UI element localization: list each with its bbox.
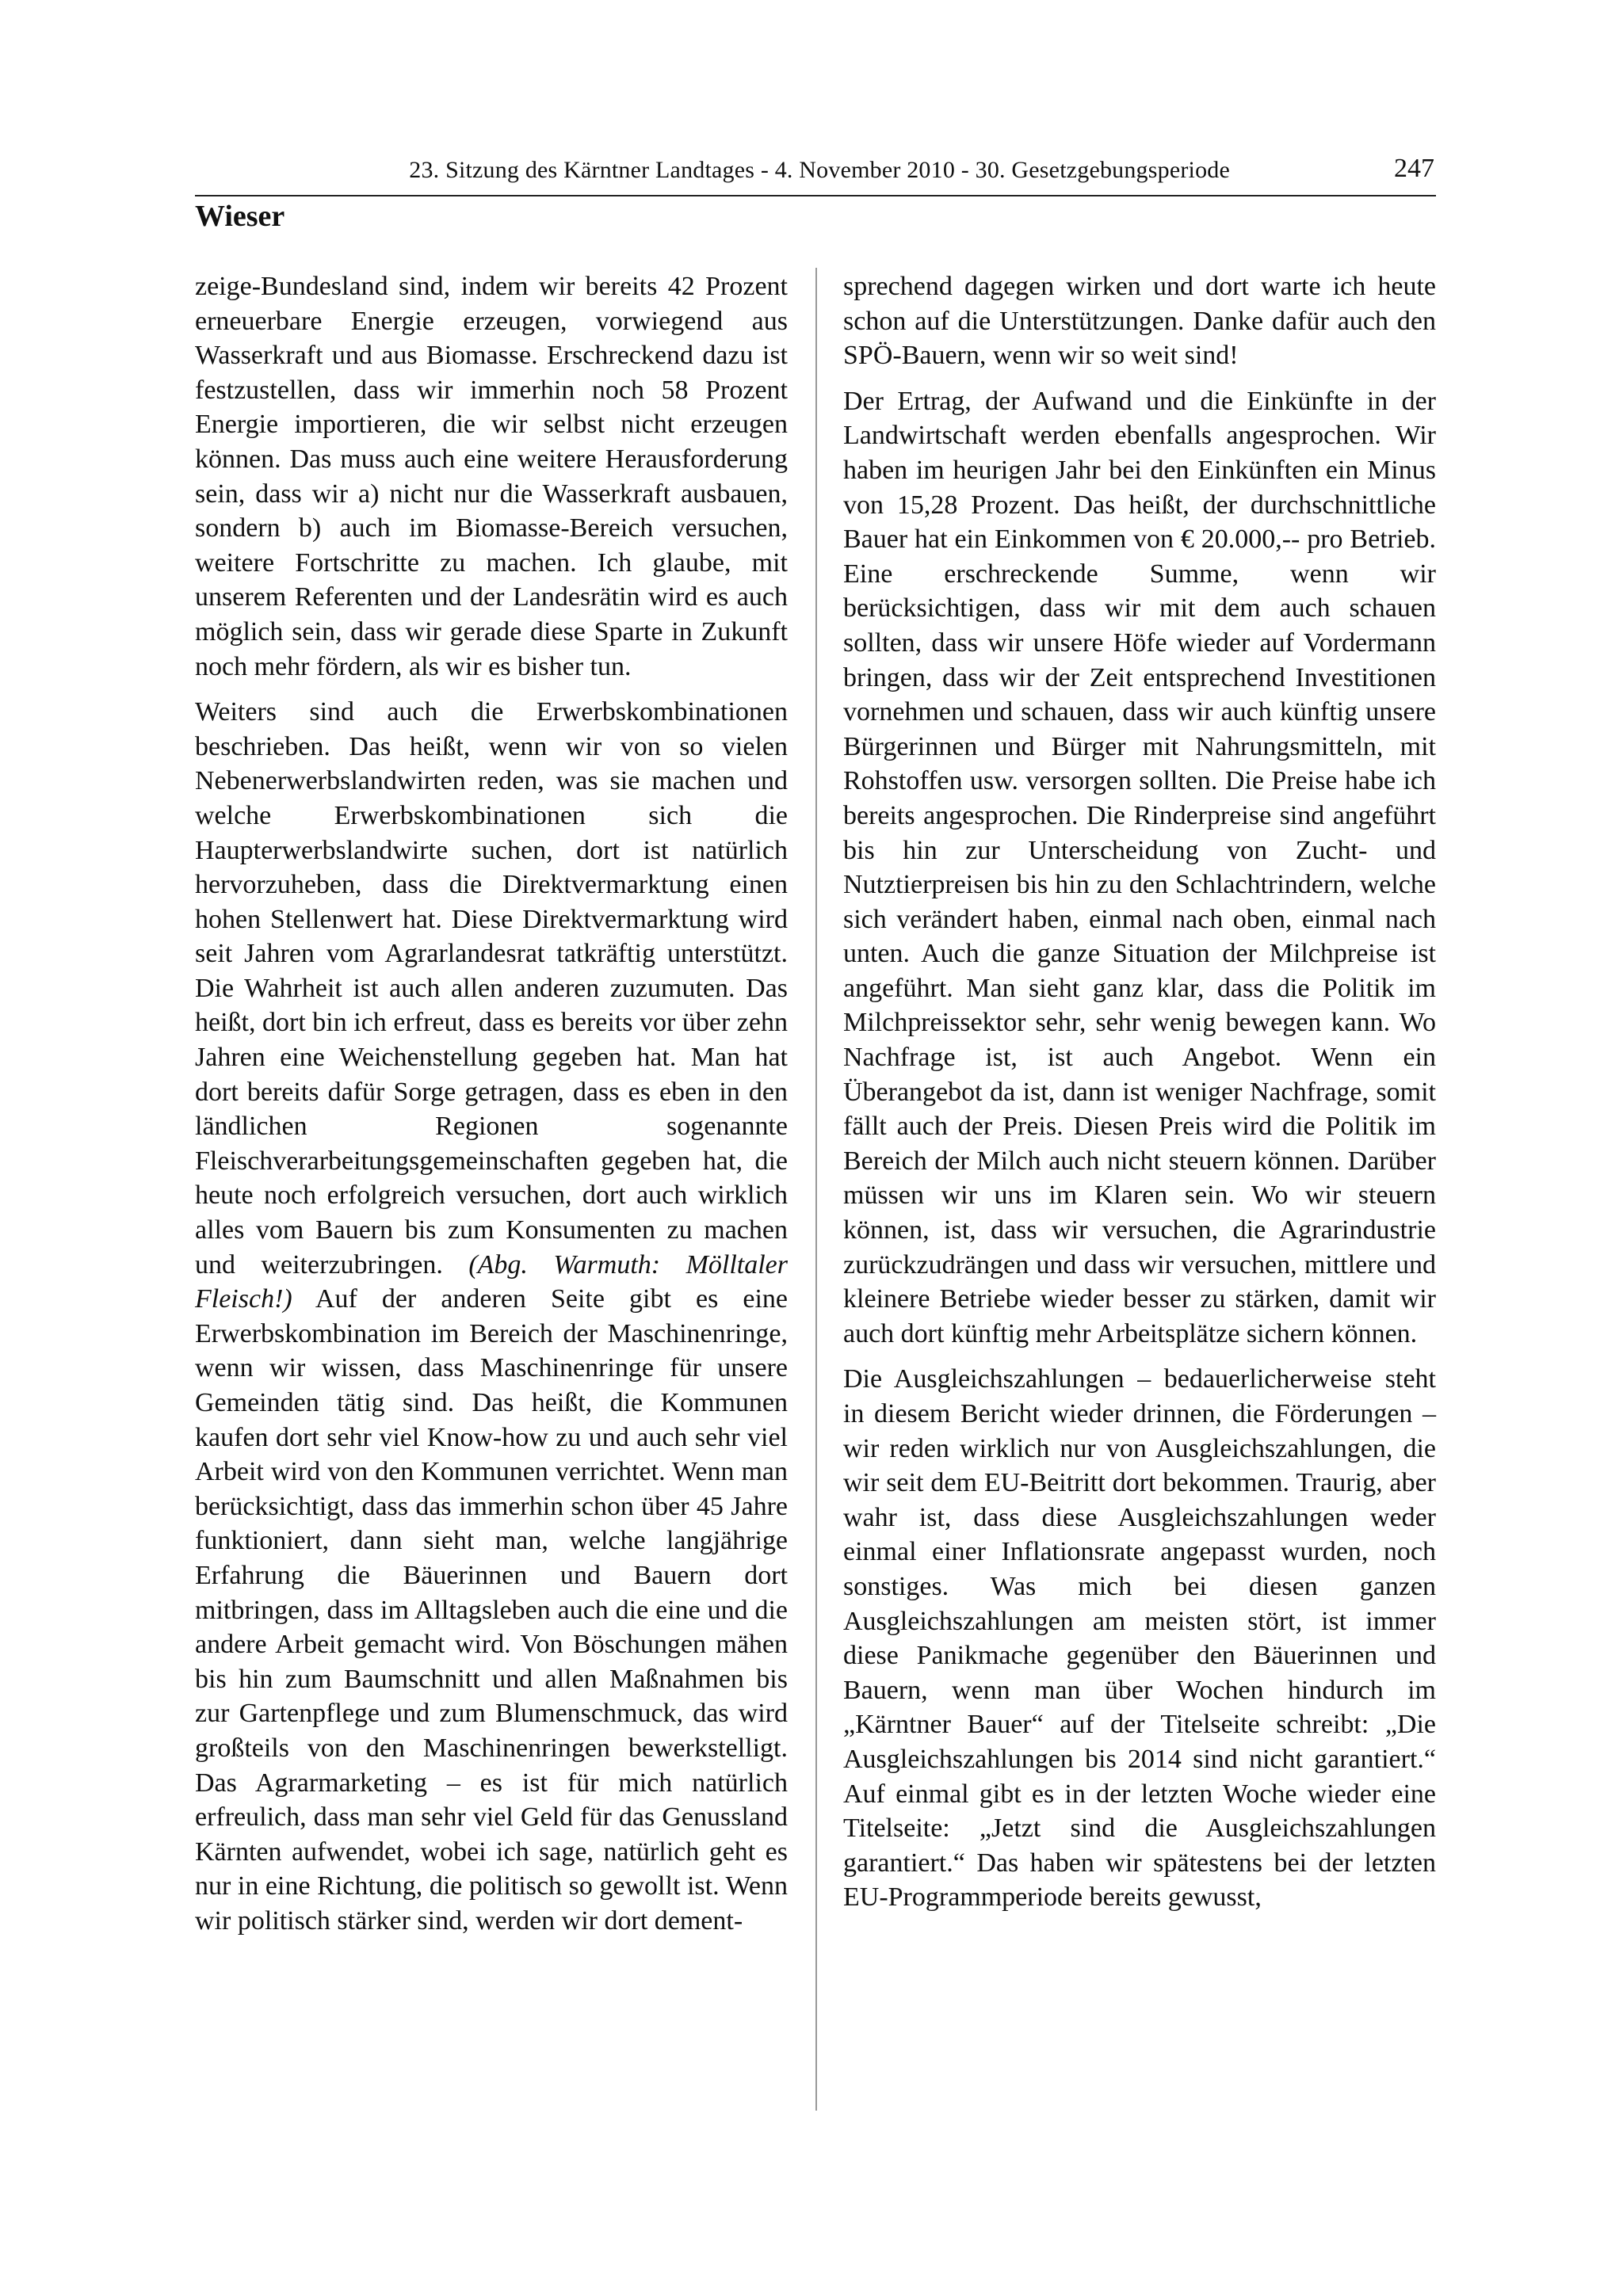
speaker-name: Wieser [195, 200, 285, 233]
paragraph [195, 695, 788, 1938]
page-number: 247 [1394, 154, 1434, 183]
right-column [843, 269, 1436, 1926]
header-rule [195, 195, 1436, 196]
paragraph-text: Auf der anderen Seite gibt es eine Erwerbskombination im Bereich der Maschinenringe, wenn wir wissen, dass Maschinenringe für unsere Gemeinden tätig sind. Das heißt, die Kommunen kaufen dort sehr viel Know-how zu und auch sehr viel Arbeit wird von den Kommunen verrichtet. Wenn man berücksichtigt, dass das immerhin schon über 45 Jahre funktioniert, dann sieht man, welche langjährige Erfahrung die Bäuerinnen und Bauern dort mitbringen, dass im Alltagsleben auch die eine und die andere Arbeit gemacht wird. Von Böschungen mähen bis hin zum Baumschnitt und allen Maßnahmen bis zur Gartenpflege und zum Blumenschmuck, das wird großteils von den Maschinenringen bewerkstelligt. Das Agrarmarketing – es ist für mich natürlich erfreulich, dass man sehr viel Geld für das Genussland Kärnten aufwendet, wobei ich sage, natürlich geht es nur in eine Richtung, die politisch so gewollt ist. Wenn wir politisch stärker sind, werden wir dort dement- [195, 1284, 788, 1936]
column-divider [815, 268, 817, 2111]
paragraph: Der Ertrag, der Aufwand und die Einkünfte in der Landwirtschaft werden ebenfalls angesprochen. Wir haben im heurigen Jahr bei den Einkünften ein Minus von 15,28 Prozent. Das heißt, der durchschnittliche Bauer hat ein Einkommen von € 20.000,-- pro Betrieb. Eine erschreckende Summe, wenn wir berücksichtigen, dass wir mit dem auch schauen sollten, dass wir unsere Höfe wieder auf Vordermann bringen, dass wir der Zeit entsprechend Investitionen vornehmen und schauen, dass wir auch künftig unsere Bürgerinnen und Bürger mit Nahrungsmitteln, mit Rohstoffen usw. versorgen sollten. Die Preise habe ich bereits angesprochen. Die Rinderpreise sind angeführt bis hin zur Unterscheidung von Zucht- und Nutztierpreisen bis hin zu den Schlachtrindern, welche sich verändert haben, einmal nach oben, einmal nach unten. Auch die ganze Situation der Milchpreise ist angeführt. Man sieht ganz klar, dass die Politik im Milchpreissektor sehr, sehr wenig bewegen kann. Wo Nachfrage ist, ist auch Angebot. Wenn ein Überangebot da ist, dann ist weniger Nachfrage, somit fällt auch der Preis. Diesen Preis wird die Politik im Bereich der Milch auch nicht steuern können. Darüber müssen wir uns im Klaren sein. Wo wir steuern können, ist, dass wir versuchen, die Agrarindustrie zurückzudrängen und dass wir versuchen, mittlere und kleinere Betriebe wieder besser zu stärken, damit wir auch dort künftig mehr Arbeitsplätze sichern können. [843, 386, 1436, 1348]
paragraph: zeige-Bundesland sind, indem wir bereits 42 Prozent erneuerbare Energie erzeugen, vorwiegend aus Wasserkraft und aus Biomasse. Erschreckend dazu ist festzustellen, dass wir immerhin noch 58 Prozent Energie importieren, die wir selbst nicht erzeugen können. Das muss auch eine weitere Herausforderung sein, dass wir a) nicht nur die Wasserkraft ausbauen, sondern b) auch im Biomasse-Bereich versuchen, weitere Fortschritte zu machen. Ich glaube, mit unserem Referenten und der Landesrätin wird es auch möglich sein, dass wir gerade diese Sparte in Zukunft noch mehr fördern, als wir es bisher tun. [195, 272, 788, 681]
interjection: (Abg. Warmuth: Mölltaler Fleisch!) [195, 1249, 788, 1314]
running-header: 23. Sitzung des Kärntner Landtages - 4. November 2010 - 30. Gesetzgebungsperiode [409, 157, 1230, 183]
paragraph-text: Weiters sind auch die Erwerbskombinationen beschrieben. Das heißt, wenn wir von so vielen Nebenerwerbslandwirten reden, was sie machen und welche Erwerbskombinationen sich die Haupterwerbslandwirte suchen, dort ist natürlich hervorzuheben, dass die Direktvermarktung einen hohen Stellenwert hat. Diese Direktvermarktung wird seit Jahren vom Agrarlandesrat tatkräftig unterstützt. Die Wahrheit ist auch allen anderen zuzumuten. Das heißt, dort bin ich erfreut, dass es bereits vor über zehn Jahren eine Weichenstellung gegeben hat. Man hat dort bereits dafür Sorge getragen, dass es eben in den ländlichen Regionen sogenannte Fleischverarbeitungsgemeinschaften gegeben hat, die heute noch erfolgreich versuchen, dort auch wirklich alles vom Bauern bis zum Konsumenten zu machen und weiterzubringen. [195, 697, 788, 1280]
paragraph: sprechend dagegen wirken und dort warte ich heute schon auf die Unterstützungen. Danke dafür auch den SPÖ-Bauern, wenn wir so weit sind! [843, 272, 1436, 371]
paragraph: Die Ausgleichszahlungen – bedauerlicherweise steht in diesem Bericht wieder drinnen, die Förderungen – wir reden wirklich nur von Ausgleichszahlungen, die wir seit dem EU-Beitritt dort bekommen. Traurig, aber wahr ist, dass diese Ausgleichszahlungen weder einmal einer Inflationsrate angepasst wurden, noch sonstiges. Was mich bei diesen ganzen Ausgleichszahlungen am meisten stört, ist immer diese Panikmache gegenüber den Bäuerinnen und Bauern, wenn man über Wochen hindurch im „Kärntner Bauer“ auf der Titelseite schreibt: „Die Ausgleichszahlungen bis 2014 sind nicht garantiert.“ Auf einmal gibt es in der letzten Woche wieder eine Titelseite: „Jetzt sind die Ausgleichszahlungen garantiert.“ Das haben wir spätestens bei der letzten EU-Programmperiode bereits gewusst, [843, 1364, 1436, 1913]
left-column [195, 269, 788, 1950]
